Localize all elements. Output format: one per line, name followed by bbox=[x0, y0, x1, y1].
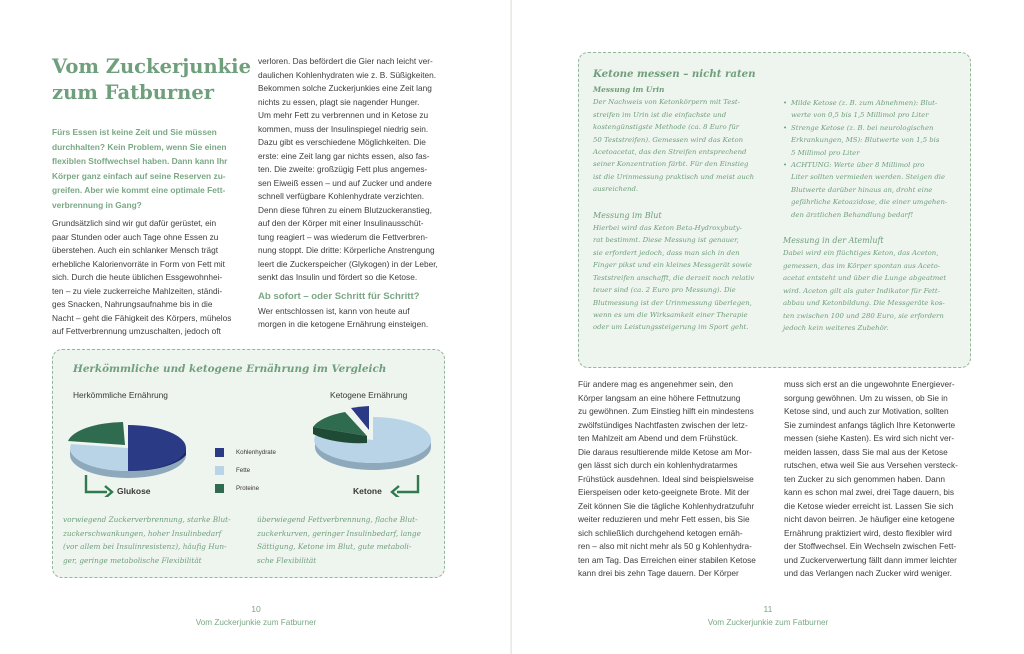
pie-slice-proteine bbox=[68, 422, 125, 445]
text-line: schnell verfügbare Kohlenhydrate verzichten. bbox=[258, 191, 425, 201]
note-line: Sättigung, Ketone im Blut, gute metaboli- bbox=[257, 542, 412, 551]
bullet-line: Milde Ketose (z. B. zum Abnehmen): Blut- bbox=[791, 99, 938, 107]
ketone-info-box bbox=[578, 52, 971, 368]
box-line: seiner Konzentration färbt. Für den Einstieg bbox=[593, 160, 749, 169]
text-line: gen lässt sich durch ein kohlenhydratarmes bbox=[578, 460, 738, 470]
box-line: Acetoacetat, das den Streifen entsprechend bbox=[593, 148, 747, 157]
title-line: Vom Zuckerjunkie bbox=[52, 55, 251, 78]
bullet-line: Liter sollten vermieden werden. Steigen die bbox=[791, 173, 946, 182]
legend-item bbox=[215, 466, 276, 475]
text-line: die Ketose wieder erreicht ist. Lassen Sie sich bbox=[784, 500, 954, 511]
text-line: ges Snacken, Nahrungsaufnahme bis in die bbox=[52, 299, 213, 309]
box-subheading: Messung im Blut bbox=[593, 210, 662, 220]
lead-line: flexiblen Stoffwechsel haben. Dann kann Ihr bbox=[52, 156, 228, 167]
box-line: wenn es um die Wirksamkeit einer Therapie bbox=[593, 310, 748, 319]
pie-label-ketogenic: Ketogene Ernährung bbox=[330, 390, 408, 400]
text-line: kann es schon mal zwei, drei Tage dauern, bis bbox=[784, 487, 955, 497]
box-line: Der Nachweis von Ketonkörpern mit Test- bbox=[593, 98, 740, 107]
box-line: Teststreifen anschafft, die derzeit noch relativ bbox=[593, 273, 755, 282]
box-line: oder um Leistungssteigerung im Sport geht. bbox=[593, 323, 749, 332]
legend-item bbox=[215, 448, 276, 457]
bullet-line: 5 Millimol pro Liter bbox=[791, 148, 860, 157]
text-line: nichts zu essen, plagt sie nagender Hunger. bbox=[258, 96, 420, 107]
text-line: zwölfstündiges Nachtfasten zwischen der letz- bbox=[578, 419, 748, 430]
text-line: Die daraus resultierende milde Ketose am Mor- bbox=[578, 446, 752, 457]
page-number: 10 bbox=[251, 604, 261, 614]
text-line: nung stoppt. Die dritte: Körperliche Anstrengung bbox=[258, 245, 435, 255]
note-line: vorwiegend Zuckerverbrennung, starke Blut- bbox=[63, 515, 231, 524]
comparison-title: Herkömmliche und ketogene Ernährung im Vergleich bbox=[73, 363, 387, 375]
lead-line: Fürs Essen ist keine Zeit und Sie müssen bbox=[52, 127, 217, 137]
text-line: Nacht – geht die Fähigkeit des Körpers, mühelos bbox=[52, 312, 232, 323]
text-line: ren – also mit nicht mehr als 50 g Kohlenhydra- bbox=[578, 541, 752, 551]
box-line: teuer sind (ca. 2 Euro pro Messung). Die bbox=[593, 286, 736, 295]
note-line: sche Flexibilität bbox=[257, 555, 317, 565]
body-column-1 bbox=[52, 217, 244, 339]
box-line: ist die Urinmessung praktisch und meist auch bbox=[593, 172, 755, 181]
lead-line: verbrennung in Gang? bbox=[52, 199, 142, 210]
text-line: sich. Durch die heute üblichen Essgewohnhei- bbox=[52, 272, 223, 282]
text-line: sich schließlich durchgehend ketogen ernäh- bbox=[578, 527, 743, 538]
page-title bbox=[52, 54, 252, 106]
text-line: Sie zumindest anfangs täglich Ihre Ketonwerte bbox=[784, 419, 956, 430]
text-line: weiter reduzieren und mehr Fett essen, bis Sie bbox=[578, 514, 750, 524]
text-line: Wer entschlossen ist, kann von heute auf bbox=[258, 305, 410, 316]
note-line: (vor allem bei Insulinresistenz), häufig Hun- bbox=[63, 542, 227, 551]
body-column-3 bbox=[578, 378, 774, 581]
text-line: auf den der Körper mit einer Insulinausschüt- bbox=[258, 218, 424, 228]
section-subheading: Ab sofort – oder Schritt für Schritt? bbox=[258, 290, 420, 302]
chart-legend bbox=[215, 448, 276, 502]
text-line: Für andere mag es angenehmer sein, den bbox=[578, 379, 733, 389]
bullet-line: Blutwerte darüber hinaus an, droht eine bbox=[791, 185, 933, 194]
lead-line: greifen. Aber wie kommt eine optimale Fett- bbox=[52, 185, 226, 196]
box-line: abbau und Ketonbildung. Die Messgeräte kos- bbox=[783, 299, 945, 308]
page-number: 11 bbox=[763, 604, 773, 614]
box-line: ausreichend. bbox=[593, 185, 639, 194]
text-line: erste: eine Zeit lang gar nichts essen, also fas- bbox=[258, 150, 430, 161]
pie-chart-conventional bbox=[63, 404, 193, 484]
text-line: Um mehr Fett zu verbrennen und in Ketose zu bbox=[258, 110, 429, 120]
text-line: leert die Zuckerspeicher (Glykogen) in der Leber, bbox=[258, 258, 438, 269]
bullet-line: ACHTUNG: Werte über 8 Millimol pro bbox=[791, 161, 925, 170]
bullet-line: den ärztlichen Behandlung bedarf! bbox=[791, 210, 914, 219]
box-line: jedoch kein weiteres Zubehör. bbox=[783, 323, 889, 332]
text-line: paar Stunden oder auch Tage ohne Essen zu bbox=[52, 231, 219, 242]
text-line: verloren. Das befördert die Gier nach leicht ver- bbox=[258, 56, 433, 66]
arrow-icon bbox=[83, 473, 115, 497]
body-column-4 bbox=[784, 378, 984, 581]
note-line: ger, geringe metabolische Flexibilität bbox=[63, 555, 202, 565]
text-line: auf Fettverbrennung umzuschalten, jedoch oft bbox=[52, 326, 221, 336]
bullet-line: gefährliche Ketoazidose, die einer umgehen- bbox=[791, 198, 948, 207]
box-line: Dabei wird ein flüchtiges Keton, das Aceton, bbox=[783, 249, 939, 258]
arrow-icon bbox=[389, 473, 421, 497]
text-line: daulichen Kohlenhydraten wie z. B. Süßigkeiten. bbox=[258, 69, 437, 80]
text-line: und Zuckerverwertung fällt dann immer leichter bbox=[784, 554, 957, 565]
text-line: rutschen, etwa weil Sie aus Versehen versteck- bbox=[784, 460, 958, 470]
text-line: Körper langsam an eine höhere Fettnutzung bbox=[578, 392, 741, 403]
comparison-note-ketogenic bbox=[257, 513, 442, 567]
note-line: überwiegend Fettverbrennung, flache Blut- bbox=[257, 515, 418, 524]
text-line: der Stoffwechsel. Ein Wechseln zwischen Fett- bbox=[784, 541, 957, 551]
box-subheading: Messung im Urin bbox=[593, 85, 665, 94]
text-line: ten am Tag. Das Erreichen einer stabilen Ketose bbox=[578, 554, 756, 565]
box-line: rat bestimmt. Diese Messung ist genauer, bbox=[593, 236, 739, 245]
text-line: und das Verlangen nach Zucker wird weniger. bbox=[784, 568, 952, 578]
bullet-line: Erkrankungen, MS): Blutwerte von 1,5 bis bbox=[791, 136, 940, 145]
text-line: ten. Die zweite: großzügig Fett plus angemes- bbox=[258, 164, 428, 174]
text-line: Dazu gibt es verschiedene Möglichkeiten. Die bbox=[258, 137, 426, 147]
text-line: zu gewöhnen. Zum Einstieg hilft ein mindestens bbox=[578, 406, 754, 416]
arrow-label-ketone: Ketone bbox=[353, 486, 382, 496]
text-line: sorgung gewöhnen. Um zu wissen, ob Sie in bbox=[784, 392, 948, 403]
text-line: tung reagiert – was wiederum die Fettverbren- bbox=[258, 231, 428, 242]
legend-swatch bbox=[215, 448, 224, 457]
note-line: zuckerschwankungen, hoher Insulinbedarf bbox=[63, 528, 222, 538]
text-line: meiden lassen, dass Sie mal aus der Ketose bbox=[784, 446, 948, 457]
box-line: sie erfordert jedoch, dass man sich in den bbox=[593, 248, 740, 257]
bullet-line: werte von 0,5 bis 1,5 Millimol pro Liter bbox=[791, 111, 929, 120]
pie-chart-ketogenic bbox=[303, 400, 435, 474]
pie-label-conventional: Herkömmliche Ernährung bbox=[73, 390, 168, 400]
text-line: Denn diese führen zu einem Blutzuckeranstieg, bbox=[258, 204, 432, 215]
lead-paragraph bbox=[52, 125, 244, 213]
box-title: Ketone messen – nicht raten bbox=[593, 68, 756, 80]
title-line: zum Fatburner bbox=[52, 81, 215, 104]
box-subheading: Messung in der Atemluft bbox=[783, 236, 884, 246]
comparison-note-conventional bbox=[63, 513, 248, 567]
box-line: kostengünstigste Methode (ca. 8 Euro für bbox=[593, 123, 740, 132]
box-line: acetat entsteht und über die Lunge abgeatmet bbox=[783, 274, 947, 283]
text-line: Ketose sind, und auch zur Motivation, sollten bbox=[784, 406, 949, 416]
text-line: Zeit können Sie die tägliche Kohlenhydratzufuhr bbox=[578, 500, 755, 511]
text-line: ten – zu viele zuckerreiche Mahlzeiten, ständi- bbox=[52, 285, 223, 296]
text-line: überstehen. Auch ein schlanker Mensch trägt bbox=[52, 245, 219, 255]
text-line: Eierspeisen oder keto-geeignete Brote. Mit der bbox=[578, 487, 750, 497]
lead-line: durchhalten? Kein Problem, wenn Sie einen bbox=[52, 141, 227, 152]
text-line: sen Eiweiß essen – und auf Zucker und andere bbox=[258, 177, 432, 188]
text-line: Ernährung praktiziert wird, desto flexibler wird bbox=[784, 527, 952, 538]
box-line: wird. Aceton gilt als guter Indikator für Fett- bbox=[783, 286, 940, 295]
note-line: zuckerkurven, geringer Insulinbedarf, lange bbox=[257, 528, 421, 538]
legend-swatch bbox=[215, 466, 224, 475]
text-line: muss sich erst an die ungewohnte Energiever- bbox=[784, 379, 955, 389]
text-line: senkt das Insulin und fördert so die Ketose. bbox=[258, 272, 418, 282]
lead-line: Körper ganz einfach auf seine Reserven zu- bbox=[52, 170, 226, 181]
comparison-box bbox=[52, 349, 445, 578]
running-footer: Vom Zuckerjunkie zum Fatburner bbox=[195, 618, 317, 627]
running-footer: Vom Zuckerjunkie zum Fatburner bbox=[707, 618, 829, 627]
box-column-2 bbox=[783, 97, 961, 334]
text-line: kann drei bis zehn Tage dauern. Der Körper bbox=[578, 568, 739, 578]
bullet-line: Strenge Ketose (z. B. bei neurologischen bbox=[791, 123, 934, 132]
legend-label: Fette bbox=[236, 467, 251, 474]
body-column-2 bbox=[258, 55, 458, 332]
text-line: messen (siehe Kasten). Es wird sich nicht ver- bbox=[784, 433, 955, 443]
box-line: Hierbei wird das Keton Beta-Hydroxybuty- bbox=[593, 224, 743, 233]
box-line: Finger pikst und ein kleines Messgerät sowie bbox=[593, 261, 752, 270]
legend-label: Kohlenhydrate bbox=[236, 449, 276, 456]
box-line: streifen im Urin ist die einfachste und bbox=[593, 110, 727, 119]
bullet-item bbox=[783, 159, 961, 221]
box-line: ten zwischen 100 und 280 Euro, sie erfordern bbox=[783, 311, 944, 320]
text-line: ten Mahlzeit am Abend und dem Frühstück. bbox=[578, 433, 739, 443]
arrow-label-glukose: Glukose bbox=[117, 486, 151, 496]
bullet-item bbox=[783, 97, 961, 122]
box-line: Blutmessung ist der Urinmessung überlegen, bbox=[593, 298, 752, 307]
text-line: morgen in die ketogene Ernährung einsteigen. bbox=[258, 319, 429, 329]
text-line: erhebliche Kalorienvorräte in Form von Fett mit bbox=[52, 258, 225, 269]
text-line: kommen, muss der Insulinspiegel niedrig sein. bbox=[258, 123, 429, 134]
text-line: Frühstück ausdehnen. Ideal sind beispielsweise bbox=[578, 473, 754, 484]
legend-swatch bbox=[215, 484, 224, 493]
text-line: nicht davon beirren. Je häufiger eine ketogene bbox=[784, 514, 955, 524]
legend-item bbox=[215, 484, 276, 493]
box-line: gemessen, das im Körper spontan aus Aceto- bbox=[783, 261, 941, 270]
text-line: ten Zucker zu sich genommen haben. Dann bbox=[784, 473, 945, 484]
box-column-1 bbox=[593, 84, 773, 334]
bullet-item bbox=[783, 122, 961, 159]
text-line: Grundsätzlich sind wir gut dafür gerüstet, ein bbox=[52, 218, 217, 228]
text-line: Bekommen solche Zuckerjunkies eine Zeit lang bbox=[258, 83, 432, 93]
box-line: 50 Teststreifen). Gemessen wird das Keton bbox=[593, 135, 744, 144]
legend-label: Proteine bbox=[236, 485, 260, 492]
